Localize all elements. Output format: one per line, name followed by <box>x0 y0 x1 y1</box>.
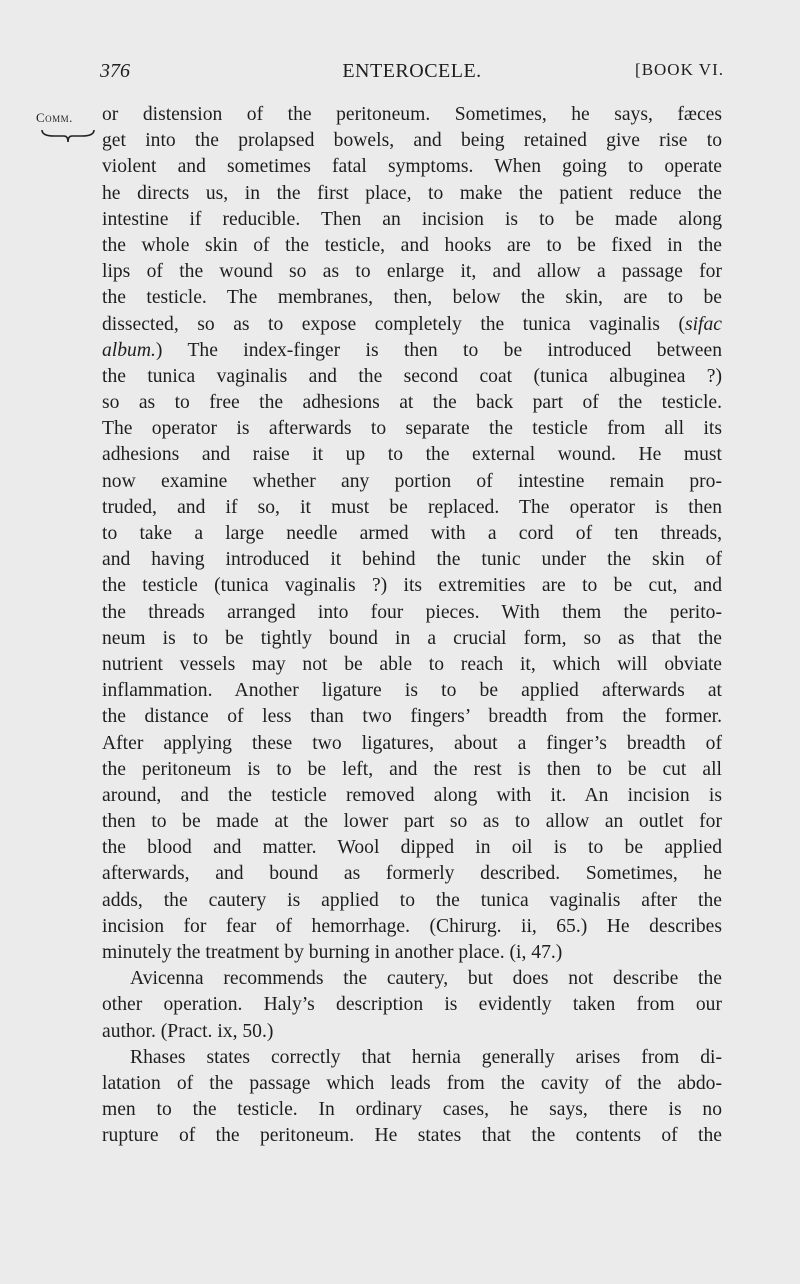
line-text: the testicle. The membranes, then, below the skin, are to be <box>102 287 722 309</box>
text-line <box>102 600 722 626</box>
line-text: intestine if reducible. Then an incision is to be made along <box>102 208 722 230</box>
line-text: neum is to be tightly bound in a crucial form, so as that the <box>102 627 722 649</box>
text-line <box>102 1071 722 1097</box>
margin-note: Comm. <box>36 110 73 125</box>
text-line <box>102 547 722 573</box>
line-text: so as to free the adhesions at the back part of the testicle. <box>102 392 722 414</box>
line-text: or distension of the peritoneum. Sometimes, he says, fæces <box>102 104 722 125</box>
line-text: then to be made at the lower part so as to allow an outlet for <box>102 811 722 833</box>
text-line <box>102 285 722 311</box>
text-line <box>102 888 722 914</box>
line-text: the whole skin of the testicle, and hooks are to be fixed in the <box>102 234 722 256</box>
line-text: After applying these two ligatures, about a finger’s breadth of <box>102 732 722 754</box>
text-line <box>102 338 722 364</box>
text-line <box>102 259 722 285</box>
line-text: minutely the treatment by burning in another place. (i, 47.) <box>102 942 563 963</box>
body-text <box>102 102 722 1150</box>
italic-text: album. <box>102 339 156 361</box>
text-line <box>102 809 722 835</box>
text-line <box>102 416 722 442</box>
book-reference: [BOOK VI. <box>635 60 724 79</box>
line-text: he directs us, in the first place, to make the patient reduce the <box>102 182 722 204</box>
line-text: dissected, so as to expose completely the tunica vaginalis ( <box>102 313 685 335</box>
margin-brace-icon <box>40 127 96 143</box>
line-text: men to the testicle. In ordinary cases, he says, there is no <box>102 1099 722 1121</box>
text-line <box>102 495 722 521</box>
line-text: now examine whether any portion of intestine remain pro- <box>102 470 722 492</box>
text-line <box>102 364 722 390</box>
text-line <box>102 102 722 128</box>
text-line <box>102 757 722 783</box>
running-title: ENTEROCELE. <box>342 60 482 82</box>
italic-text: sifac <box>684 313 722 335</box>
line-text: Rhases states correctly that hernia generally arises from di- <box>130 1046 722 1068</box>
text-line <box>102 154 722 180</box>
text-line <box>102 1097 722 1123</box>
text-line <box>102 783 722 809</box>
line-text: the threads arranged into four pieces. With them the perito- <box>102 601 722 623</box>
line-text: lips of the wound so as to enlarge it, and allow a passage for <box>102 261 722 283</box>
line-text: to take a large needle armed with a cord of ten threads, <box>102 523 722 544</box>
line-text: Avicenna recommends the cautery, but does not describe the <box>130 968 722 990</box>
line-text: afterwards, and bound as formerly described. Sometimes, he <box>102 863 722 885</box>
line-text: inflammation. Another ligature is to be applied afterwards at <box>102 680 722 702</box>
text-line <box>102 1019 722 1045</box>
line-text: the distance of less than two fingers’ breadth from the former. <box>102 706 722 728</box>
text-line <box>102 390 722 416</box>
text-line <box>102 1123 722 1149</box>
line-text: truded, and if so, it must be replaced. The operator is then <box>102 496 722 518</box>
text-line <box>102 1045 722 1071</box>
line-text: latation of the passage which leads from the cavity of the abdo- <box>102 1072 722 1094</box>
text-line <box>102 861 722 887</box>
line-text: rupture of the peritoneum. He states that the contents of the <box>102 1125 722 1147</box>
line-text: the tunica vaginalis and the second coat (tunica albuginea ?) <box>102 365 722 387</box>
running-header <box>100 60 724 88</box>
line-text: author. (Pract. ix, 50.) <box>102 1020 274 1042</box>
line-text: the blood and matter. Wool dipped in oil is to be applied <box>102 837 722 859</box>
line-text: the peritoneum is to be left, and the rest is then to be cut all <box>102 758 722 780</box>
text-line <box>102 312 722 338</box>
text-line <box>102 966 722 992</box>
text-line <box>102 521 722 547</box>
text-line <box>102 469 722 495</box>
text-line <box>102 678 722 704</box>
text-line <box>102 704 722 730</box>
text-line <box>102 442 722 468</box>
line-text: and having introduced it behind the tunic under the skin of <box>102 549 722 571</box>
text-line <box>102 181 722 207</box>
text-line <box>102 992 722 1018</box>
text-line <box>102 731 722 757</box>
text-line <box>102 573 722 599</box>
line-text: incision for fear of hemorrhage. (Chirurg. ii, 65.) He describes <box>102 915 722 937</box>
line-text: violent and sometimes fatal symptoms. When going to operate <box>102 156 722 178</box>
line-text: the testicle (tunica vaginalis ?) its extremities are to be cut, and <box>102 575 722 597</box>
line-text: adhesions and raise it up to the external wound. He must <box>102 444 722 466</box>
text-line <box>102 128 722 154</box>
text-line <box>102 626 722 652</box>
page-number: 376 <box>100 60 130 82</box>
text-line <box>102 940 722 966</box>
text-line <box>102 835 722 861</box>
text-line <box>102 207 722 233</box>
text-line <box>102 914 722 940</box>
line-text: The operator is afterwards to separate the testicle from all its <box>102 418 722 440</box>
line-text: around, and the testicle removed along with it. An incision is <box>102 784 722 806</box>
line-text: nutrient vessels may not be able to reach it, which will obviate <box>102 653 722 675</box>
line-text: ) The index-finger is then to be introduced between <box>155 339 722 361</box>
line-text: get into the prolapsed bowels, and being retained give rise to <box>102 130 722 152</box>
text-line <box>102 233 722 259</box>
text-line <box>102 652 722 678</box>
line-text: adds, the cautery is applied to the tunica vaginalis after the <box>102 889 722 911</box>
line-text: other operation. Haly’s description is evidently taken from our <box>102 994 722 1016</box>
